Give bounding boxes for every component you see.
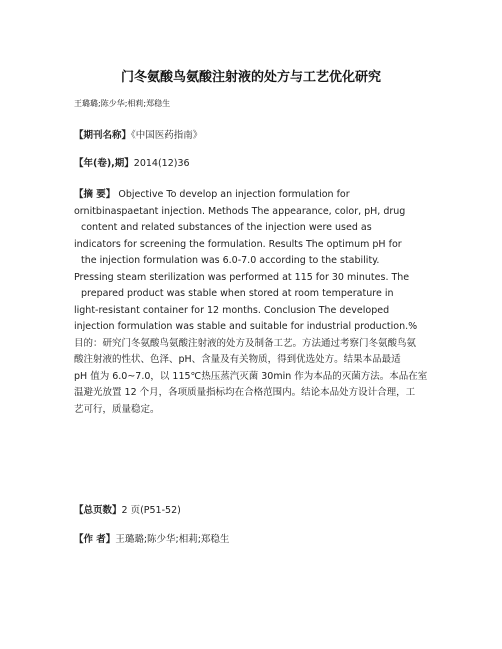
abstract-line: pH 值为 6.0~7.0，以 115℃热压蒸汽灭菌 30min 作为本品的灭菌方法。本品在室 <box>74 370 428 382</box>
abstract-line: 酸注射液的性状、色泽、pH、含量及有关物质，得到优选处方。结果本品最适 <box>74 354 401 365</box>
journal-field <box>74 127 202 141</box>
journal-label: 【期刊名称】 <box>74 130 132 141</box>
abstract-line: injection formulation was stable and suitable for industrial production.% <box>74 321 418 332</box>
abstract-line: 目的：研究门冬氨酸鸟氨酸注射液的处方及制备工艺。方法通过考察门冬氨酸鸟氨 <box>74 337 417 349</box>
abstract-line: 【摘 要】 Objective To develop an injection formulation for <box>74 189 350 200</box>
year-issue-label: 【年(卷),期】 <box>74 158 134 169</box>
pages-value: 2 页(P51-52) <box>121 505 181 516</box>
abstract-line: content and related substances of the injection were used as <box>81 222 372 233</box>
authors-field <box>74 531 229 545</box>
abstract-line: light-resistant container for 12 months. Conclusion The developed <box>74 304 390 316</box>
paper-title: 门冬氨酸鸟氨酸注射液的处方与工艺优化研究 <box>120 70 381 85</box>
abstract-line: the injection formulation was 6.0-7.0 according to the stability. <box>81 255 380 266</box>
abstract-line: indicators for screening the formulation. Results The optimum pH for <box>74 238 402 250</box>
abstract-line: ornitbinaspaetant injection. Methods The appearance, color, pH, drug <box>74 205 406 217</box>
abstract-line: prepared product was stable when stored at room temperature in <box>81 288 394 299</box>
abstract-block <box>74 187 429 418</box>
authors-value: 王璐璐;陈少华;相莉;郑稳生 <box>115 534 230 545</box>
pages-label: 【总页数】 <box>74 505 122 516</box>
abstract-line: 温避光放置 12 个月，各项质量指标均在合格范围内。结论本品处方设计合理，工 <box>74 387 416 398</box>
abstract-label: 【摘 要】 <box>74 189 116 200</box>
authors-line: 王璐璐;陈少华;相莉;郑稳生 <box>74 99 171 108</box>
journal-value: 《中国医药指南》 <box>131 130 203 141</box>
authors-label: 【作 者】 <box>74 534 116 545</box>
year-issue-value: 2014(12)36 <box>133 158 190 169</box>
abstract-line: Pressing steam sterilization was performed at 115 for 30 minutes. The <box>74 271 410 283</box>
year-issue-field <box>74 155 190 169</box>
pages-field <box>74 502 181 516</box>
abstract-line: 艺可行，质量稳定。 <box>74 403 160 415</box>
